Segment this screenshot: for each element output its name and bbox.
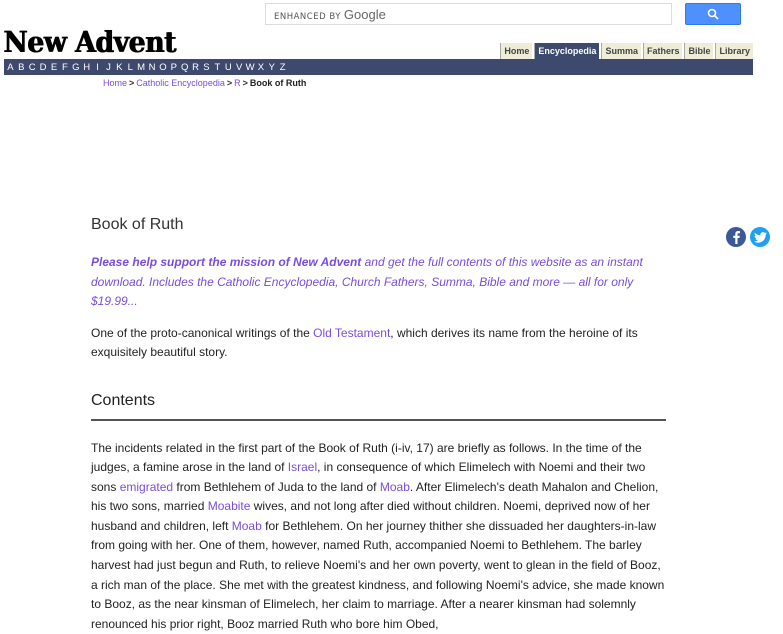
link-moab[interactable]: Moab bbox=[380, 480, 410, 494]
tab-fathers[interactable]: Fathers bbox=[643, 43, 683, 59]
text: , in consequence of which Elimelech with Noemi and their two sons bbox=[91, 460, 645, 494]
twitter-icon bbox=[754, 232, 767, 243]
twitter-share-button[interactable] bbox=[750, 227, 770, 247]
breadcrumb-catholic-encyclopedia[interactable]: Catholic Encyclopedia bbox=[136, 78, 225, 88]
site-logo[interactable]: New Advent bbox=[3, 26, 176, 58]
link-emigrated[interactable]: emigrated bbox=[120, 480, 173, 494]
letter-link[interactable]: Z bbox=[278, 62, 287, 73]
breadcrumb-current: Book of Ruth bbox=[250, 78, 307, 88]
link-old-testament[interactable]: Old Testament bbox=[313, 326, 390, 340]
text: One of the proto-canonical writings of the bbox=[91, 326, 313, 340]
text: from Bethlehem of Juda to the land of bbox=[173, 480, 380, 494]
breadcrumb-separator: > bbox=[129, 78, 134, 88]
letter-link[interactable]: U bbox=[224, 62, 233, 73]
search-input[interactable] bbox=[265, 3, 672, 25]
support-promo[interactable] bbox=[91, 253, 666, 312]
letter-link[interactable]: O bbox=[158, 62, 167, 73]
text: for Bethlehem. On her journey thither she dissuaded her daughters-in-law from going with her. One of them, however, named Ruth, accompanied Noemi to Bethlehem. The barley harvest had just begun and Ruth, to relieve Noemi's and her own poverty, went to glean in the field of Booz, a rich man of the place. She met with the greatest kindness, and following Noemi's advice, she made known to Booz, as the near kinsman of Elimelech, her claim to marriage. After a nearer kinsman had solemnly renounced his prior right, Booz married Ruth who bore him Obed, bbox=[91, 519, 664, 631]
promo-bold: Please help support the mission of New Advent bbox=[91, 255, 361, 269]
tab-bible[interactable]: Bible bbox=[684, 43, 713, 59]
facebook-share-button[interactable] bbox=[726, 227, 746, 247]
contents-heading: Contents bbox=[91, 390, 666, 421]
letter-link[interactable]: W bbox=[246, 62, 255, 73]
text: . After Elimelech's death Mahalon and Chelion, his two sons, married bbox=[91, 480, 658, 514]
letter-link[interactable]: S bbox=[202, 62, 211, 73]
link-moab[interactable]: Moab bbox=[232, 519, 262, 533]
tab-library[interactable]: Library bbox=[715, 43, 753, 59]
letter-link[interactable]: D bbox=[39, 62, 48, 73]
search-icon bbox=[707, 8, 719, 20]
link-moabite[interactable]: Moabite bbox=[208, 499, 251, 513]
breadcrumb-separator: > bbox=[227, 78, 232, 88]
link-israel[interactable]: Israel bbox=[288, 460, 317, 474]
tab-encyclopedia[interactable]: Encyclopedia bbox=[534, 43, 599, 59]
facebook-icon bbox=[731, 230, 741, 244]
letter-link[interactable]: E bbox=[50, 62, 59, 73]
letter-link[interactable]: Y bbox=[267, 62, 276, 73]
tab-summa[interactable]: Summa bbox=[601, 43, 641, 59]
letter-link[interactable]: A bbox=[6, 62, 15, 73]
letter-link[interactable]: K bbox=[115, 62, 124, 73]
alphabet-bar bbox=[4, 59, 753, 75]
breadcrumb-separator: > bbox=[243, 78, 248, 88]
letter-link[interactable]: N bbox=[148, 62, 157, 73]
tab-home[interactable]: Home bbox=[500, 43, 532, 59]
letter-link[interactable]: L bbox=[126, 62, 135, 73]
letter-link[interactable]: Q bbox=[180, 62, 189, 73]
page-title: Book of Ruth bbox=[91, 214, 666, 236]
letter-link[interactable]: C bbox=[28, 62, 37, 73]
letter-link[interactable]: F bbox=[60, 62, 69, 73]
letter-link[interactable]: T bbox=[213, 62, 222, 73]
letter-link[interactable]: H bbox=[82, 62, 91, 73]
search-button[interactable] bbox=[685, 3, 741, 25]
intro-paragraph bbox=[91, 324, 666, 363]
breadcrumb bbox=[103, 78, 306, 88]
letter-link[interactable]: R bbox=[191, 62, 200, 73]
body-paragraph bbox=[91, 439, 666, 634]
search-placeholder: ENHANCED BY Google bbox=[274, 7, 386, 22]
article bbox=[91, 214, 666, 634]
text: The incidents related in the first part of the Book of Ruth (i-iv, 17) are briefly as follows. In the time of the judges, a famine arose in the land of bbox=[91, 441, 642, 475]
letter-link[interactable]: J bbox=[104, 62, 113, 73]
social-share bbox=[726, 227, 770, 247]
text: , which derives its name from the heroine of its exquisitely beautiful story. bbox=[91, 326, 638, 360]
text: wives, and not long after died without children. Noemi, deprived now of her husband and children, left bbox=[91, 499, 650, 533]
promo-text: and get the full contents of this website as an instant download. Includes the Catholic Encyclopedia, Church Fathers, Summa, Bible and more — all for only $19.99... bbox=[91, 255, 643, 308]
letter-link[interactable]: G bbox=[71, 62, 80, 73]
letter-link[interactable]: B bbox=[17, 62, 26, 73]
letter-link[interactable]: V bbox=[235, 62, 244, 73]
google-brand: Google bbox=[344, 7, 386, 22]
letter-link[interactable]: I bbox=[93, 62, 102, 73]
breadcrumb-home[interactable]: Home bbox=[103, 78, 127, 88]
breadcrumb-r[interactable]: R bbox=[234, 78, 241, 88]
top-nav bbox=[500, 43, 753, 59]
letter-link[interactable]: M bbox=[137, 62, 146, 73]
letter-link[interactable]: X bbox=[256, 62, 265, 73]
letter-link[interactable]: P bbox=[169, 62, 178, 73]
